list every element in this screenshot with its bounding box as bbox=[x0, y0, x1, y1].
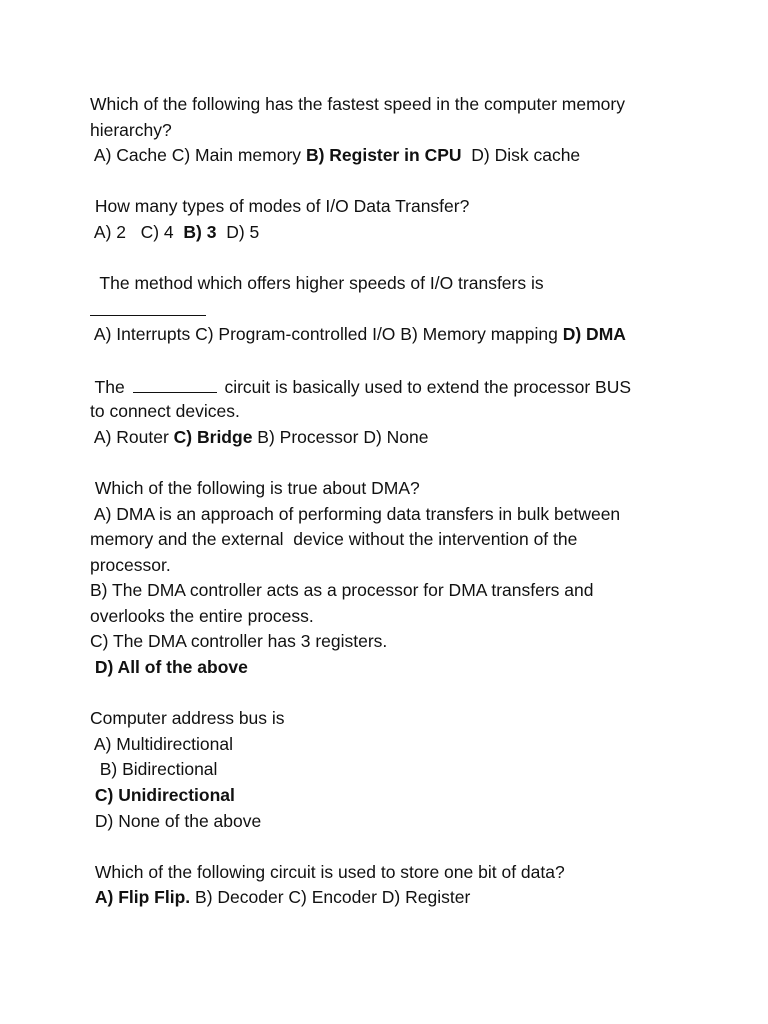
option-c: C) Encoder bbox=[288, 887, 377, 908]
option-d: D) None bbox=[363, 426, 429, 447]
option-c: C) Main memory bbox=[171, 145, 302, 166]
correct-answer: D) DMA bbox=[562, 324, 626, 345]
option-a: A) Router bbox=[93, 426, 169, 447]
option-b: B) Processor bbox=[257, 426, 359, 447]
fill-blank bbox=[133, 374, 217, 393]
correct-answer: C) Bridge bbox=[173, 426, 253, 447]
option-d: D) None of the above bbox=[94, 810, 262, 831]
option-line: C) The DMA controller has 3 registers. bbox=[90, 631, 388, 652]
fill-blank bbox=[90, 297, 206, 316]
options-line bbox=[90, 655, 690, 681]
correct-answer: A) Flip Flip. bbox=[94, 887, 191, 908]
option-line: processor. bbox=[90, 554, 171, 575]
option-line: overlooks the entire process. bbox=[90, 605, 314, 626]
question-text: The circuit is basically used to extend the processor BUS bbox=[90, 374, 690, 400]
question-text: to connect devices. bbox=[90, 401, 240, 422]
options-line bbox=[90, 143, 690, 169]
question-7 bbox=[90, 860, 690, 911]
option-line bbox=[90, 783, 690, 809]
question-text: Computer address bus is bbox=[90, 708, 285, 729]
fill-blank-line bbox=[90, 297, 690, 323]
question-text: Which of the following circuit is used to store one bit of data? bbox=[94, 861, 565, 882]
option-c: C) 4 bbox=[140, 221, 174, 242]
option-a: A) Cache bbox=[93, 145, 167, 166]
option-d: D) 5 bbox=[226, 221, 260, 242]
options-line bbox=[90, 322, 690, 348]
option-line: memory and the external device without the intervention of the bbox=[90, 529, 578, 550]
correct-answer: B) Register in CPU bbox=[305, 145, 462, 166]
question-1 bbox=[90, 92, 690, 169]
option-a: A) 2 bbox=[93, 221, 127, 242]
options-line bbox=[90, 425, 690, 451]
option-line: B) The DMA controller acts as a processor for DMA transfers and bbox=[90, 580, 594, 601]
correct-answer: B) 3 bbox=[183, 221, 217, 242]
option-d: D) Disk cache bbox=[471, 145, 581, 166]
question-5 bbox=[90, 476, 690, 681]
option-line bbox=[90, 732, 690, 758]
option-line bbox=[90, 757, 690, 783]
question-4 bbox=[90, 374, 690, 451]
question-2 bbox=[90, 194, 690, 245]
option-b: B) Decoder bbox=[195, 887, 284, 908]
correct-answer: D) All of the above bbox=[94, 657, 248, 678]
question-text: How many types of modes of I/O Data Transfer? bbox=[94, 196, 470, 217]
question-text: hierarchy? bbox=[90, 119, 172, 140]
question-text: Which of the following is true about DMA? bbox=[94, 477, 420, 498]
option-c: C) Program-controlled I/O bbox=[195, 324, 396, 345]
option-b: B) Memory mapping bbox=[400, 324, 558, 345]
option-a: A) Interrupts bbox=[93, 324, 191, 345]
option-line bbox=[90, 809, 690, 835]
option-d: D) Register bbox=[381, 887, 471, 908]
options-line bbox=[90, 885, 690, 911]
question-3 bbox=[90, 271, 690, 348]
question-text: The method which offers higher speeds of I/O transfers is bbox=[99, 273, 544, 294]
question-6 bbox=[90, 706, 690, 834]
quiz-document bbox=[90, 92, 690, 911]
question-text: Which of the following has the fastest speed in the computer memory bbox=[90, 94, 625, 114]
correct-answer: C) Unidirectional bbox=[94, 785, 235, 806]
options-line bbox=[90, 220, 690, 246]
option-a: A) Multidirectional bbox=[93, 733, 233, 754]
option-line: A) DMA is an approach of performing data transfers in bulk between bbox=[93, 503, 621, 524]
option-b: B) Bidirectional bbox=[99, 759, 218, 780]
